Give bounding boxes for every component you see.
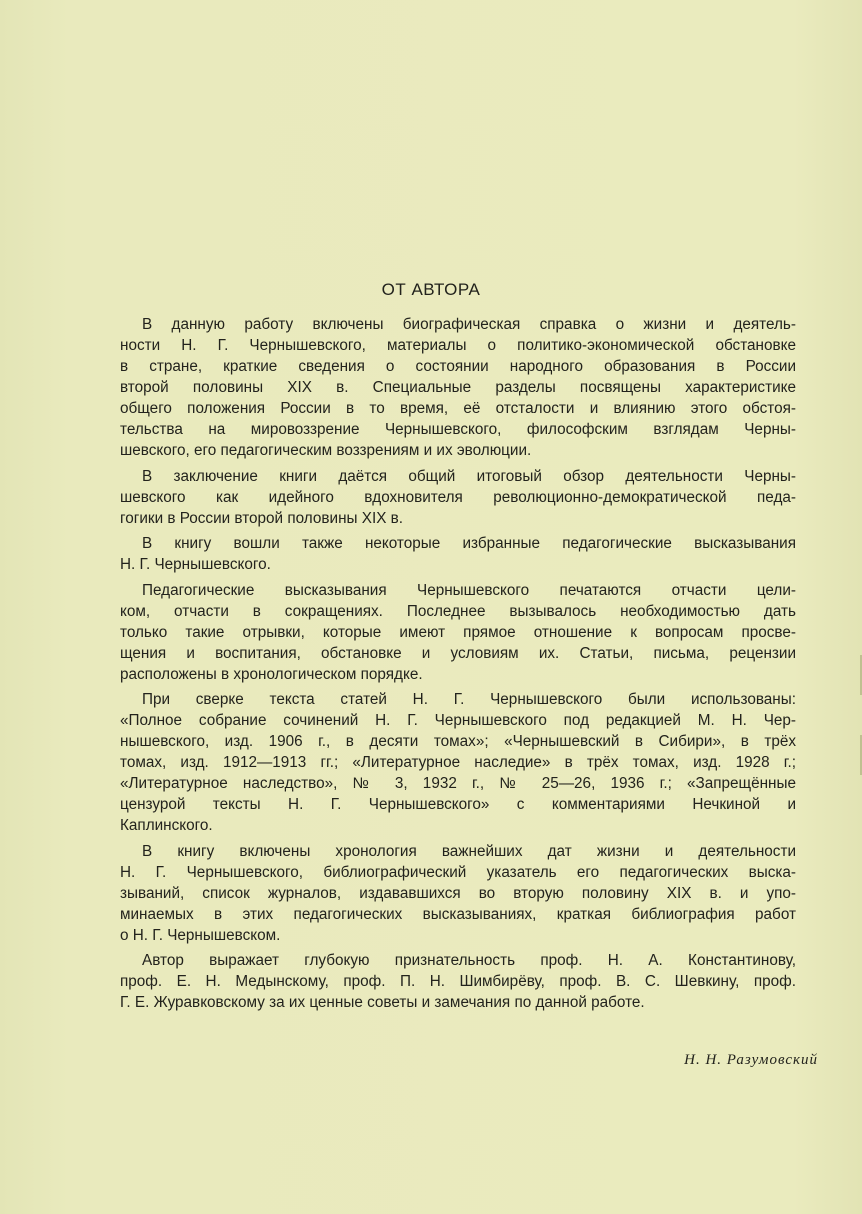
text-line: ком, отчасти в сокращениях. Последнее вызывалось необходимостью дать xyxy=(120,602,796,620)
text-line: тельства на мировоззрение Чернышевского, философским взглядам Черны- xyxy=(120,421,796,438)
text-line: В книгу вошли также некоторые избранные педагогические высказывания xyxy=(142,535,796,552)
paragraph xyxy=(120,314,796,461)
text-line: Педагогические высказывания Чернышевского печатаются отчасти цели- xyxy=(142,581,796,599)
text-line: нышевского, изд. 1906 г., в десяти томах»; «Чернышевский в Сибири», в трёх xyxy=(120,733,796,750)
text-line: общего положения России в то время, её отсталости и влиянию этого обстоя- xyxy=(120,400,796,417)
text-line: Автор выражает глубокую признательность проф. Н. А. Константинову, xyxy=(142,952,796,969)
text-line: цензурой тексты Н. Г. Чернышевского» с комментариями Нечкиной и xyxy=(120,796,796,813)
text-line: В заключение книги даётся общий итоговый обзор деятельности Черны- xyxy=(142,467,796,485)
text-line: только такие отрывки, которые имеют прямое отношение к вопросам просве- xyxy=(120,623,796,641)
text-line: Каплинского. xyxy=(120,817,213,834)
text-line: зываний, список журналов, издававшихся во вторую половину XIX в. и упо- xyxy=(120,884,796,902)
text-line: Г. Е. Журавковскому за их ценные советы и замечания по данной работе. xyxy=(120,994,645,1011)
text-line: щения и воспитания, обстановке и условиям их. Статьи, письма, рецензии xyxy=(120,644,796,662)
text-line: В данную работу включены биографическая справка о жизни и деятель- xyxy=(142,316,796,333)
author-signature: Н. Н. Разумовский xyxy=(684,1052,818,1068)
text-line: томах, изд. 1912—1913 гг.; «Литературное наследие» в трёх томах, изд. 1928 г.; xyxy=(120,754,796,771)
paragraph xyxy=(120,466,796,529)
text-line: При сверке текста статей Н. Г. Чернышевского были использованы: xyxy=(142,691,796,708)
paragraph xyxy=(120,950,796,1013)
paragraph xyxy=(120,689,796,836)
text-line: второй половины XIX в. Специальные разделы посвящены характеристике xyxy=(120,379,796,396)
page-title: ОТ АВТОРА xyxy=(381,280,481,299)
text-line: минаемых в этих педагогических высказываниях, краткая библиография работ xyxy=(120,905,796,923)
text-line: «Полное собрание сочинений Н. Г. Чернышевского под редакцией М. Н. Чер- xyxy=(120,712,796,729)
text-line: проф. Е. Н. Медынскому, проф. П. Н. Шимбирёву, проф. В. С. Шевкину, проф. xyxy=(120,973,796,990)
text-line: гогики в России второй половины XIX в. xyxy=(120,509,404,527)
text-line: шевского, его педагогическим воззрениям и их эволюции. xyxy=(120,442,532,459)
text-line: Н. Г. Чернышевского. xyxy=(120,556,271,573)
paragraph xyxy=(120,533,796,575)
text-line: «Литературное наследство», № 3, 1932 г., № 25—26, 1936 г.; «Запрещённые xyxy=(120,775,796,792)
text-line: о Н. Г. Чернышевском. xyxy=(120,926,281,944)
text-line: Н. Г. Чернышевского, библиографический указатель его педагогических выска- xyxy=(120,863,796,881)
paragraph xyxy=(120,580,796,685)
text-line: В книгу включены хронология важнейших дат жизни и деятельности xyxy=(142,842,796,860)
text-line: в стране, краткие сведения о состоянии народного образования в России xyxy=(120,358,796,375)
text-line: ности Н. Г. Чернышевского, материалы о политико-экономической обстановке xyxy=(120,337,796,354)
text-line: расположены в хронологическом порядке. xyxy=(120,665,423,683)
text-line: шевского как идейного вдохновителя революционно-демократической педа- xyxy=(120,488,796,506)
paragraph xyxy=(120,841,796,946)
document-body xyxy=(120,314,796,1018)
